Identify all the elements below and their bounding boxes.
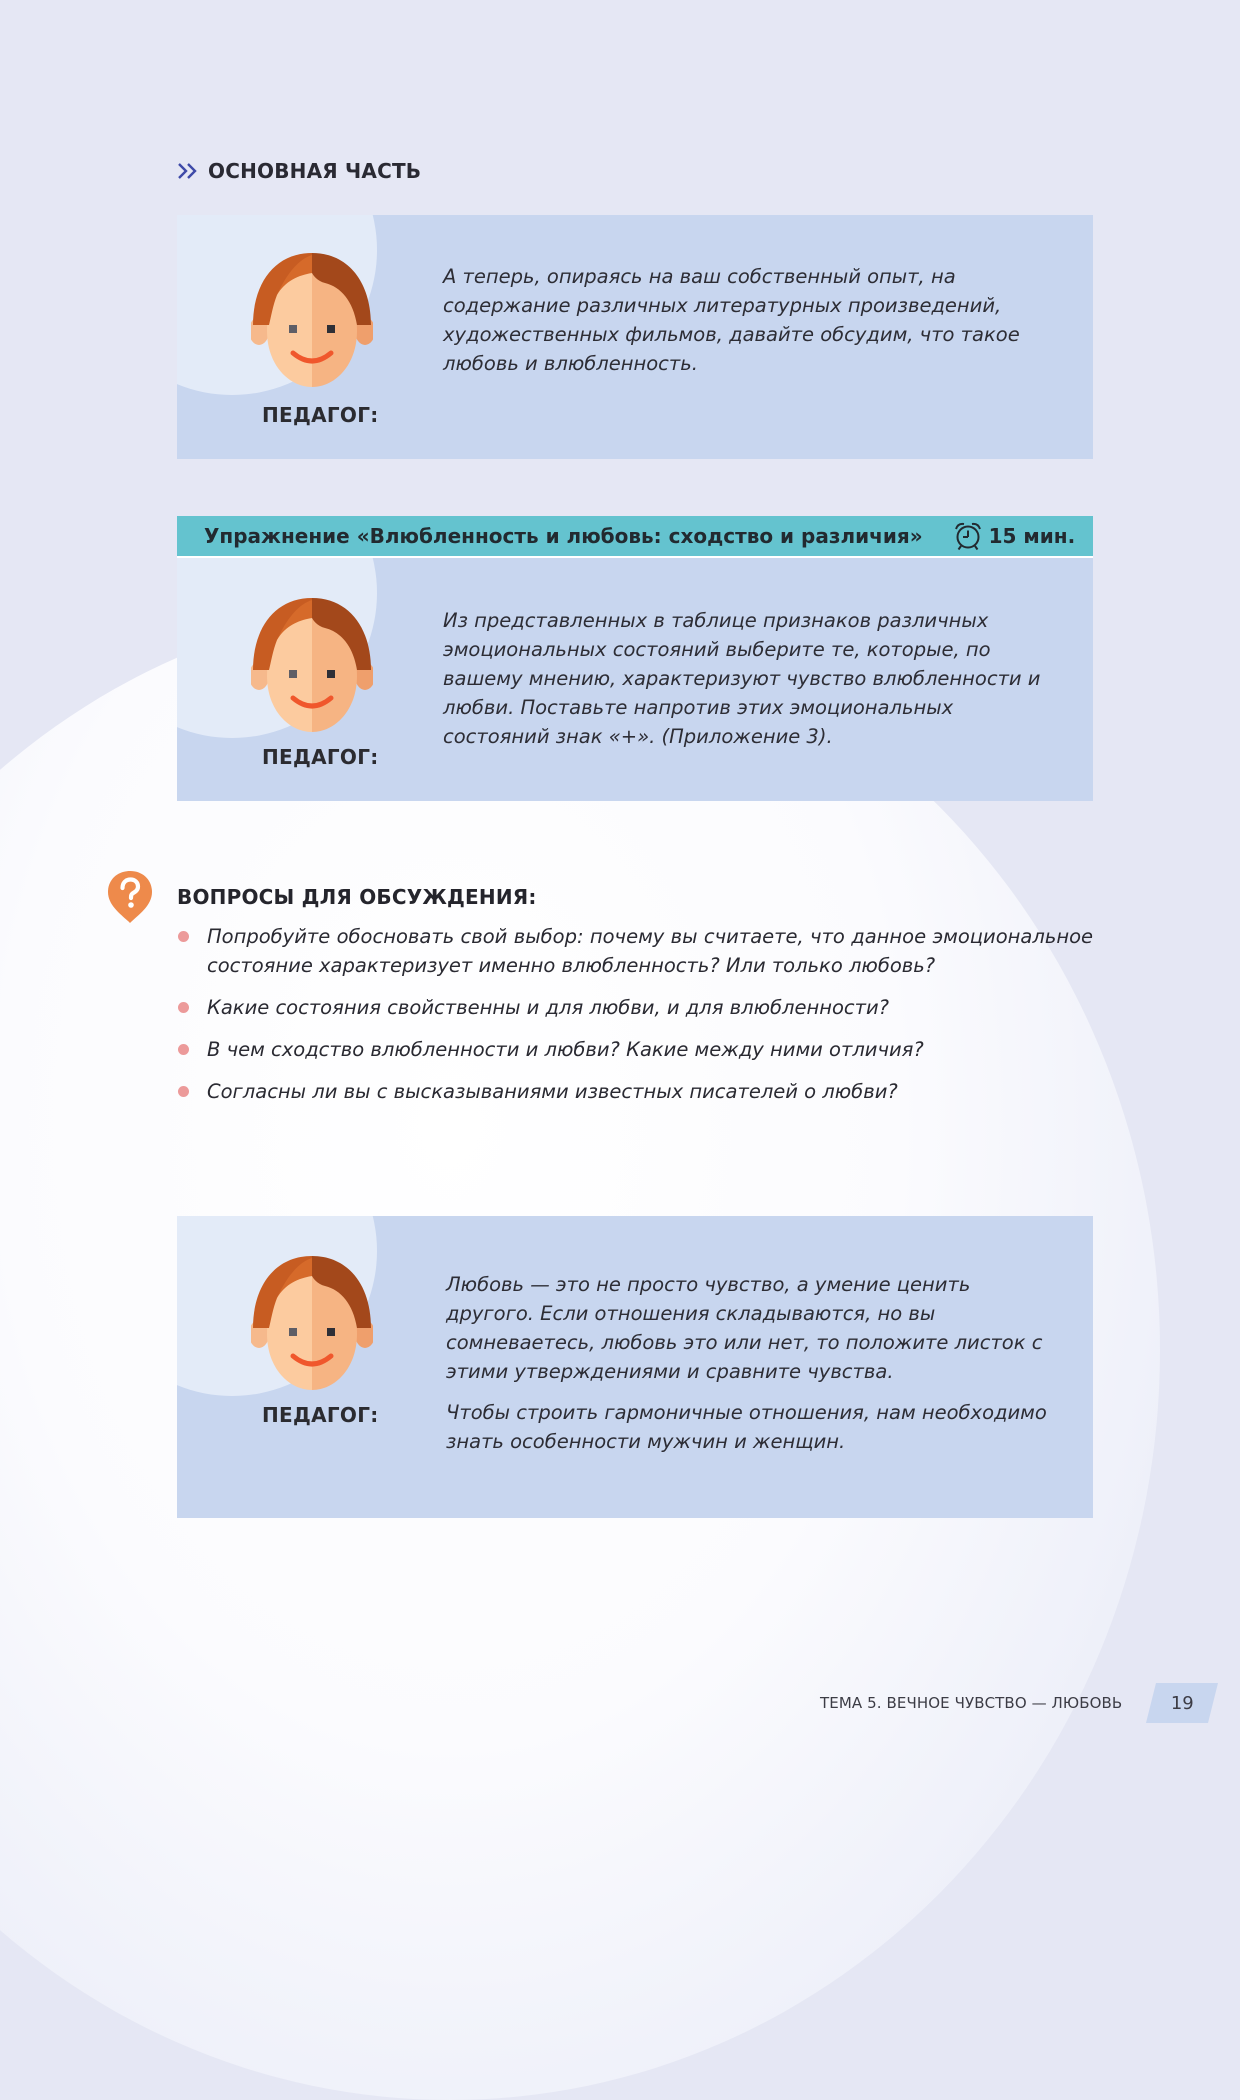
bullet-dot bbox=[178, 931, 189, 942]
exercise-title: Упражнение «Влюбленность и любовь: сходство и различия» bbox=[204, 524, 923, 548]
speech-paragraph: А теперь, опираясь на ваш собственный опыт, на содержание различных литературных произведений, художественных фильмов, давайте обсудим, что такое любовь и влюбленность. bbox=[443, 265, 1020, 375]
teacher-role-label: ПЕДАГОГ: bbox=[262, 403, 379, 427]
teacher-card-3 bbox=[177, 1216, 1093, 1518]
questions-list bbox=[177, 922, 1093, 1119]
footer-topic: ТЕМА 5. ВЕЧНОЕ ЧУВСТВО — ЛЮБОВЬ bbox=[820, 1694, 1123, 1712]
teacher-avatar-icon bbox=[251, 598, 373, 732]
list-item bbox=[177, 993, 1093, 1022]
page-number-badge bbox=[1146, 1683, 1218, 1723]
teacher-role-label: ПЕДАГОГ: bbox=[262, 745, 379, 769]
question-pin-icon bbox=[106, 869, 154, 925]
teacher-speech bbox=[446, 1270, 1056, 1456]
question-text: Какие состояния свойственны и для любви, и для влюбленности? bbox=[207, 996, 890, 1019]
page-number: 19 bbox=[1170, 1692, 1194, 1714]
teacher-card-1 bbox=[177, 215, 1093, 459]
question-text: Попробуйте обосновать свой выбор: почему вы считаете, что данное эмоциональное состояние характеризует именно влюбленность? Или только любовь? bbox=[207, 925, 1093, 977]
section-title: ОСНОВНАЯ ЧАСТЬ bbox=[208, 159, 422, 183]
teacher-card-2 bbox=[177, 558, 1093, 801]
teacher-avatar-icon bbox=[251, 253, 373, 387]
bullet-dot bbox=[178, 1044, 189, 1055]
double-chevron-right-icon bbox=[176, 160, 202, 182]
speech-paragraph: Чтобы строить гармоничные отношения, нам необходимо знать особенности мужчин и женщин. bbox=[446, 1401, 1047, 1453]
speech-paragraph: Из представленных в таблице признаков различных эмоциональных состояний выберите те, которые, по вашему мнению, характеризуют чувство влюбленности и любви. Поставьте напротив этих эмоциональных состояний знак «+». (Приложение 3). bbox=[443, 609, 1041, 748]
teacher-speech bbox=[443, 262, 1053, 378]
exercise-duration bbox=[953, 521, 1076, 551]
teacher-speech bbox=[443, 606, 1053, 751]
speech-paragraph: Любовь — это не просто чувство, а умение ценить другого. Если отношения складываются, но вы сомневаетесь, любовь это или нет, то положите листок с этими утверждениями и сравните чувства. bbox=[446, 1273, 1043, 1383]
question-text: В чем сходство влюбленности и любви? Какие между ними отличия? bbox=[207, 1038, 924, 1061]
question-text: Согласны ли вы с высказываниями известных писателей о любви? bbox=[207, 1080, 898, 1103]
bullet-dot bbox=[178, 1002, 189, 1013]
section-heading bbox=[176, 156, 421, 186]
list-item bbox=[177, 922, 1093, 980]
alarm-clock-icon bbox=[953, 521, 983, 551]
questions-title: ВОПРОСЫ ДЛЯ ОБСУЖДЕНИЯ: bbox=[177, 885, 537, 909]
page-footer bbox=[820, 1683, 1218, 1723]
exercise-header bbox=[177, 516, 1093, 556]
bullet-dot bbox=[178, 1086, 189, 1097]
exercise-time-label: 15 мин. bbox=[988, 524, 1076, 548]
list-item bbox=[177, 1035, 1093, 1064]
teacher-role-label: ПЕДАГОГ: bbox=[262, 1403, 379, 1427]
list-item bbox=[177, 1077, 1093, 1106]
teacher-avatar-icon bbox=[251, 1256, 373, 1390]
